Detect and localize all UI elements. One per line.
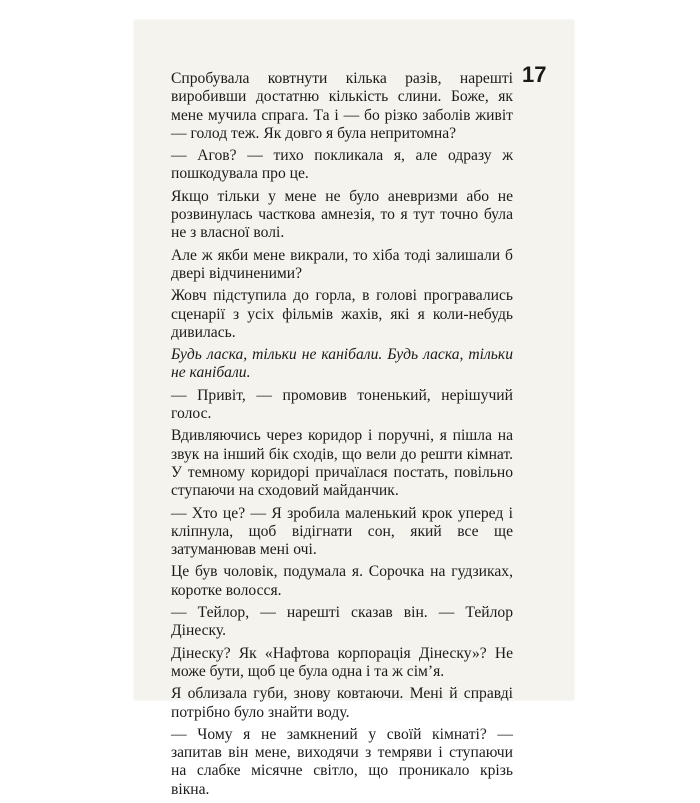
paragraph: — Привіт, — промовив тоненький, нерішучий голос. xyxy=(171,386,513,423)
paragraph: — Хто це? — Я зробила маленький крок уперед і кліпнула, щоб відігнати сон, який все ще затуманював мені очі. xyxy=(171,504,513,559)
paragraph: Дінеску? Як «Нафтова корпорація Дінеску»? Не може бути, щоб це була одна і та ж сім’я. xyxy=(171,644,513,680)
body-text xyxy=(171,70,513,803)
paragraph: Якщо тільки у мене не було аневризми або не розвинулась часткова амнезія, то я тут точно була не з власної волі. xyxy=(171,187,513,242)
paragraph: — Тейлор, — нарешті сказав він. — Тейлор Дінеску. xyxy=(171,604,513,640)
paragraph: Спробувала ковтнути кілька разів, нарешті виробивши достатню кількість слини. Боже, як мене мучила спрага. Та і — бо різко заболів живіт — голод теж. Як довго я була непритомна? xyxy=(171,70,513,142)
paragraph: — Чому я не замкнений у своїй кімнаті? — запитав він мене, виходячи з темряви і ступаючи на слабке місячне світло, що проникало крізь вікна. xyxy=(171,725,513,798)
paragraph: Вдивляючись через коридор і поручні, я пішла на звук на інший бік сходів, що вели до решти кімнат. У темному коридорі причаїлася постать, повільно ступаючи на сходовий майданчик. xyxy=(171,427,513,500)
paragraph: Але ж якби мене викрали, то хіба тоді залишали б двері відчиненими? xyxy=(171,246,513,282)
page-number: 17 xyxy=(522,62,547,87)
paragraph: — Агов? — тихо покликала я, але одразу ж пошкодувала про це. xyxy=(171,147,513,183)
paragraph: Жовч підступила до горла, в голові програвались сценарії з усіх фільмів жахів, які я коли-небудь дивилась. xyxy=(171,287,513,341)
paragraph: Це був чоловік, подумала я. Сорочка на гудзиках, коротке волосся. xyxy=(171,563,513,599)
paragraph-italic: Будь ласка, тільки не канібали. Будь ласка, тільки не канібали. xyxy=(171,346,513,382)
paragraph: Я облизала губи, знову ковтаючи. Мені й справді потрібно було знайти воду. xyxy=(171,685,513,721)
